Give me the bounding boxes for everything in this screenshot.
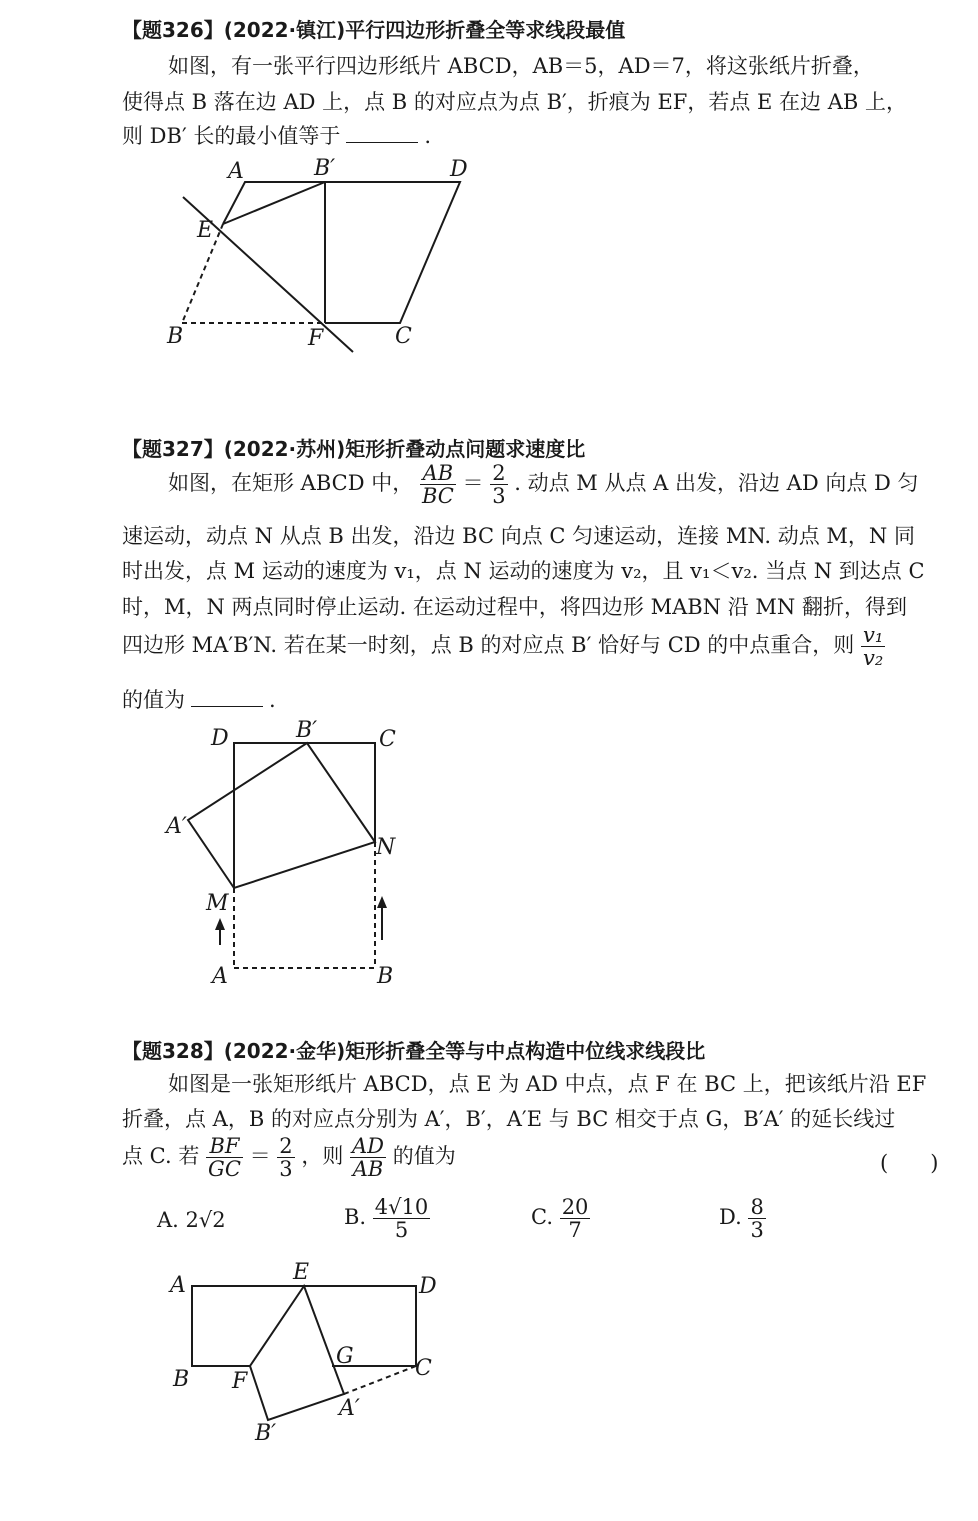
q327-speed-fraction — [861, 624, 885, 669]
option-b[interactable] — [344, 1196, 430, 1241]
q326-segment-EBp — [223, 182, 325, 224]
equals-sign: ＝ — [462, 471, 484, 496]
q328-ad-ab-fraction — [350, 1135, 386, 1180]
q328-label-C: C — [415, 1356, 432, 1381]
q327-line3: 时出发，点 M 运动的速度为 v₁，点 N 运动的速度为 v₂，且 v₁＜v₂. 当点 N 到达点 C — [122, 559, 925, 583]
arrow-up-icon — [215, 918, 225, 930]
q327-label-C: C — [379, 727, 396, 752]
q327-line4: 时，M，N 两点同时停止运动. 在运动过程中，将四边形 MABN 沿 MN 翻折，得到 — [122, 595, 907, 619]
option-d-fraction — [748, 1196, 765, 1241]
q328-heading: 【题328】(2022·金华)矩形折叠全等与中点构造中位线求线段比 — [122, 1039, 706, 1063]
q327-rectangle-top — [234, 743, 375, 888]
q326-label-D: D — [450, 157, 468, 182]
q326-line3-end: . — [424, 124, 432, 148]
q328-rectangle-right — [304, 1286, 416, 1366]
q328-rectangle-left — [192, 1286, 304, 1366]
fraction-denominator: 5 — [394, 1218, 409, 1243]
fraction-denominator: v₂ — [862, 646, 884, 671]
q326-line3-text: 则 DB′ 长的最小值等于 — [122, 124, 341, 148]
q328-bf-gc-fraction — [206, 1135, 243, 1180]
q328-label-A: A — [170, 1273, 186, 1298]
q328-dashed-extension — [344, 1366, 416, 1394]
q327-line1-tail: . 动点 M 从点 A 出发，沿边 AD 向点 D 匀 — [514, 471, 919, 496]
arrow-up-icon — [377, 896, 387, 908]
q327-heading: 【题327】(2022·苏州)矩形折叠动点问题求速度比 — [122, 437, 586, 461]
fraction-numerator: 20 — [561, 1195, 589, 1219]
q328-ratio-fraction — [277, 1135, 294, 1180]
option-b-fraction — [373, 1196, 430, 1241]
option-c-label: C. — [531, 1205, 553, 1230]
q327-label-A: A — [212, 964, 228, 989]
q327-folded-quad — [188, 743, 375, 888]
q328-line3-tail: 的值为 — [392, 1144, 456, 1169]
q328-label-G: G — [336, 1344, 354, 1369]
q328-line3-text: 点 C. 若 — [122, 1144, 200, 1169]
option-a-label: A. — [157, 1208, 179, 1232]
q327-line6 — [122, 684, 276, 714]
option-a[interactable] — [157, 1208, 226, 1232]
q327-label-D: D — [211, 726, 229, 751]
q327-label-N: N — [376, 835, 396, 860]
q327-line5-text: 四边形 MA′B′N. 若在某一时刻，点 B 的对应点 B′ 恰好与 CD 的中点重合，则 — [122, 633, 855, 658]
q326-dashed-EB — [182, 224, 223, 323]
q326-parallelogram — [223, 182, 460, 323]
q327-line6-end: . — [269, 688, 276, 712]
equals-sign: ＝ — [249, 1144, 271, 1169]
option-a-value: 2√2 — [185, 1208, 226, 1232]
q327-label-B: B — [377, 964, 394, 989]
q326-label-Bp: B′ — [314, 156, 336, 181]
q328-label-B: B — [173, 1367, 190, 1392]
q328-folded-quad — [250, 1286, 344, 1420]
option-b-label: B. — [344, 1205, 367, 1230]
q328-answer-paren: ( ) — [880, 1151, 939, 1175]
fraction-numerator: 2 — [279, 1134, 293, 1158]
option-c[interactable] — [531, 1196, 590, 1241]
q327-line1-text: 如图，在矩形 ABCD 中， — [168, 471, 414, 496]
q326-label-F: F — [308, 326, 324, 351]
fraction-denominator: 3 — [492, 484, 506, 509]
q327-line6-text: 的值为 — [122, 688, 185, 712]
q327-label-Bp: B′ — [296, 718, 318, 743]
q326-label-C: C — [395, 324, 412, 349]
q328-line1: 如图是一张矩形纸片 ABCD，点 E 为 AD 中点，点 F 在 BC 上，把该纸片沿 EF — [168, 1072, 927, 1096]
option-d[interactable] — [719, 1196, 766, 1241]
q327-value-fraction — [490, 462, 507, 507]
fraction-denominator: AB — [352, 1157, 384, 1182]
q326-heading: 【题326】(2022·镇江)平行四边形折叠全等求线段最值 — [122, 18, 626, 42]
fraction-numerator: 8 — [750, 1195, 764, 1219]
q328-label-E: E — [293, 1260, 310, 1285]
fraction-numerator: 2 — [492, 461, 506, 485]
q327-line1 — [168, 462, 919, 507]
fraction-denominator: 3 — [750, 1218, 764, 1243]
q326-crease-line — [183, 197, 353, 352]
q327-label-M: M — [206, 891, 229, 916]
fraction-numerator: BF — [206, 1135, 243, 1158]
q326-label-B: B — [167, 324, 184, 349]
q328-line3-mid: ，则 — [301, 1144, 344, 1169]
fraction-numerator: AB — [420, 462, 456, 485]
q326-label-A: A — [228, 159, 244, 184]
fraction-denominator: GC — [208, 1157, 241, 1182]
q328-label-F: F — [232, 1369, 248, 1394]
answer-blank — [191, 706, 263, 707]
option-d-label: D. — [719, 1205, 742, 1230]
fraction-denominator: 7 — [568, 1218, 582, 1243]
q327-line5 — [122, 624, 885, 669]
q328-label-D: D — [419, 1274, 437, 1299]
q327-line2: 速运动，动点 N 从点 B 出发，沿边 BC 向点 C 匀速运动，连接 MN. 动点 M，N 同 — [122, 524, 915, 548]
q326-label-E: E — [197, 218, 214, 243]
q326-line1: 如图，有一张平行四边形纸片 ABCD，AB＝5，AD＝7，将这张纸片折叠， — [168, 54, 874, 78]
q326-line3 — [122, 120, 431, 150]
q328-label-Ap: A′ — [339, 1396, 360, 1421]
fraction-numerator: 4√10 — [374, 1195, 429, 1219]
option-c-fraction — [560, 1196, 591, 1241]
answer-blank — [346, 142, 418, 143]
q327-label-Ap: A′ — [166, 814, 187, 839]
q328-line3 — [122, 1135, 456, 1180]
fraction-numerator: v₁ — [862, 623, 884, 647]
fraction-numerator: AD — [352, 1134, 385, 1158]
q327-ratio-fraction — [420, 462, 456, 507]
q328-line2: 折叠，点 A，B 的对应点分别为 A′，B′，A′E 与 BC 相交于点 G，B′A′ 的延长线过 — [122, 1107, 896, 1131]
fraction-denominator: BC — [421, 484, 454, 509]
q328-label-Bp: B′ — [255, 1421, 277, 1446]
q326-line2: 使得点 B 落在边 AD 上，点 B 的对应点为点 B′，折痕为 EF，若点 E 在边 AB 上， — [122, 90, 907, 114]
fraction-denominator: 3 — [279, 1157, 293, 1182]
